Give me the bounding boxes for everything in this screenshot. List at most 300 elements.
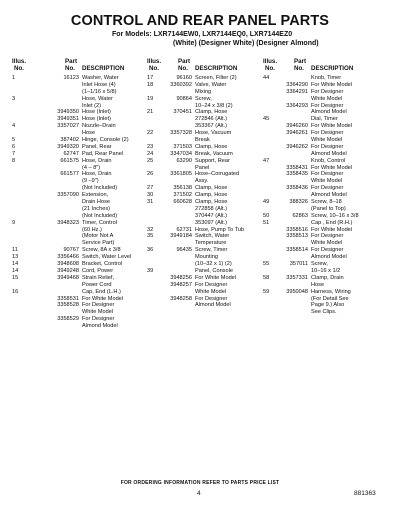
parts-row — [10, 116, 138, 123]
parts-row — [10, 199, 138, 206]
part-number: 96435 — [176, 247, 192, 254]
part-description: For Designer — [311, 185, 344, 192]
description-header: DESCRIPTION — [311, 65, 354, 73]
illus-number: 55 — [263, 261, 270, 268]
parts-row — [262, 213, 390, 220]
parts-row — [262, 89, 390, 96]
part-number: 3949468 — [57, 274, 79, 281]
parts-row — [10, 96, 138, 103]
parts-row — [262, 227, 390, 234]
part-description: Drain Hose — [82, 199, 110, 206]
part-number: 3357328 — [170, 130, 192, 137]
part-number: 3949350 — [57, 109, 79, 116]
illus-no-header: No. — [149, 65, 159, 73]
illus-header: Illus. — [147, 58, 162, 65]
part-description: 272858 (Alt.) — [195, 205, 228, 212]
illus-number: 50 — [263, 212, 270, 219]
illus-number: 4 — [12, 123, 16, 130]
illus-number: 30 — [147, 192, 154, 199]
parts-row — [10, 178, 138, 185]
parts-row — [146, 103, 261, 110]
part-description: 10–16 x 1/2 — [311, 267, 341, 274]
parts-row — [262, 309, 390, 316]
part-description: Almond Model — [195, 302, 231, 309]
parts-row — [10, 103, 138, 110]
part-description: For White Model — [311, 164, 353, 171]
parts-row — [146, 227, 261, 234]
illus-number: 14 — [12, 261, 19, 268]
parts-row — [146, 144, 261, 151]
part-number: 3364290 — [286, 81, 308, 88]
parts-row — [10, 206, 138, 213]
part-description: For Designer — [311, 102, 344, 109]
part-description: Hose, Pump To Tub — [195, 226, 245, 233]
part-description: Service Part) — [82, 240, 115, 247]
part-no-header: No. — [65, 65, 75, 73]
part-number: 661575 — [60, 157, 79, 164]
part-number: 660628 — [173, 199, 192, 206]
part-number: 3949248 — [57, 267, 79, 274]
part-header: Part — [178, 58, 191, 65]
part-number: 357011 — [289, 261, 308, 268]
part-description: Clamp, Hose — [195, 143, 228, 150]
part-description: Screw, — [195, 95, 212, 102]
part-description: For Designer — [82, 302, 115, 309]
parts-row — [146, 206, 261, 213]
part-number: 3364293 — [286, 102, 308, 109]
part-description: Almond Model — [311, 192, 347, 199]
part-description: Switch, Water Level — [82, 254, 132, 261]
part-no-header: No. — [294, 65, 304, 73]
model-list — [112, 31, 319, 48]
parts-row — [146, 192, 261, 199]
illus-number: 17 — [147, 75, 154, 81]
parts-row — [262, 282, 390, 289]
parts-column-3 — [262, 58, 390, 316]
illus-number: 26 — [147, 171, 154, 178]
parts-row — [262, 275, 390, 282]
parts-row — [146, 116, 261, 123]
illus-number: 31 — [147, 199, 154, 206]
parts-row — [10, 220, 138, 227]
parts-row — [146, 261, 261, 268]
parts-row — [10, 275, 138, 282]
illus-header: Illus. — [263, 58, 278, 65]
part-description: 10–24 x 3/8 (2) — [195, 102, 233, 109]
part-description: (60 Hz.) — [82, 226, 102, 233]
part-description: Clamp, Hose — [195, 109, 228, 116]
part-description: White Model — [82, 309, 114, 316]
document-number: 881363 — [354, 490, 376, 497]
part-number: 3948257 — [170, 281, 192, 288]
part-number: 3950048 — [286, 288, 308, 295]
illus-number: 15 — [12, 274, 19, 281]
part-number: 3358531 — [57, 295, 79, 302]
part-description: See Clips. — [311, 309, 337, 316]
part-number: 356138 — [173, 185, 192, 192]
part-description: Panel, Rear — [82, 143, 112, 150]
part-number: 3357090 — [57, 192, 79, 199]
illus-number: 23 — [147, 143, 154, 150]
illus-number: 13 — [12, 254, 19, 261]
parts-row — [146, 158, 261, 165]
part-description: Temperature — [195, 240, 227, 247]
part-description: Break — [195, 137, 210, 144]
parts-row — [10, 296, 138, 303]
parts-row — [262, 296, 390, 303]
part-description: Cap , End (R.H.) — [311, 219, 353, 226]
part-description: Mounting — [195, 254, 219, 261]
parts-row — [146, 75, 261, 82]
part-description: Strain Relief, — [82, 274, 115, 281]
part-description: Cord, Power — [82, 267, 114, 274]
parts-row — [146, 96, 261, 103]
part-description: Page 9.) Also — [311, 302, 345, 309]
parts-row — [10, 158, 138, 165]
part-description: For Designer — [311, 130, 344, 137]
ordering-note: FOR ORDERING INFORMATION REFER TO PARTS PRICE LIST — [120, 480, 280, 486]
part-number: 3358528 — [57, 302, 79, 309]
illus-number: 25 — [147, 157, 154, 164]
parts-row — [262, 109, 390, 116]
part-number: 661577 — [60, 171, 79, 178]
part-description: Hose (Inlet) — [82, 116, 111, 123]
illus-number: 49 — [263, 199, 270, 206]
illus-number: 8 — [12, 157, 16, 164]
parts-row — [262, 233, 390, 240]
part-description: Inlet Hose (4) — [82, 81, 116, 88]
illus-number: 7 — [12, 150, 16, 157]
parts-row — [262, 123, 390, 130]
parts-row — [262, 206, 390, 213]
part-number: 3948258 — [170, 295, 192, 302]
part-description: White Model — [311, 240, 343, 247]
part-description: Timer, Control — [82, 219, 117, 226]
description-header: DESCRIPTION — [195, 65, 238, 73]
parts-row — [262, 171, 390, 178]
illus-number: 32 — [147, 226, 154, 233]
parts-row — [146, 123, 261, 130]
illus-number: 11 — [12, 247, 18, 254]
parts-row — [146, 289, 261, 296]
part-number: 3364291 — [286, 88, 308, 95]
part-number: 3358529 — [57, 316, 79, 323]
parts-row — [146, 247, 261, 254]
part-description: Knob, Control — [311, 157, 346, 164]
parts-row — [146, 151, 261, 158]
column-header — [146, 58, 261, 75]
illus-number: 36 — [147, 247, 154, 254]
parts-row — [262, 103, 390, 110]
part-description: For Designer — [82, 316, 115, 323]
parts-row — [146, 199, 261, 206]
part-description: Hose, Vacuum — [195, 130, 232, 137]
column-header — [10, 58, 138, 75]
parts-row — [262, 192, 390, 199]
parts-row — [10, 323, 138, 330]
part-number: 3360392 — [170, 81, 192, 88]
parts-row — [262, 289, 390, 296]
parts-row — [262, 220, 390, 227]
part-description: For Designer — [311, 247, 344, 254]
part-description: Break, Vacuum — [195, 150, 233, 157]
part-description: Dial, Timer — [311, 116, 338, 123]
parts-row — [10, 240, 138, 247]
parts-row — [10, 109, 138, 116]
parts-row — [262, 137, 390, 144]
part-number: 388326 — [289, 199, 308, 206]
illus-number: 22 — [147, 130, 154, 137]
parts-row — [262, 185, 390, 192]
parts-row — [146, 137, 261, 144]
illus-number: 18 — [147, 81, 154, 88]
illus-number: 16 — [12, 288, 19, 295]
part-number: 3358513 — [286, 233, 308, 240]
part-description: Panel, Console — [195, 267, 233, 274]
parts-row — [10, 130, 138, 137]
part-description: (4 – 8") — [82, 164, 101, 171]
parts-row — [10, 82, 138, 89]
parts-row — [10, 165, 138, 172]
part-description: (Not Included) — [82, 212, 118, 219]
parts-row — [262, 302, 390, 309]
illus-no-header: No. — [265, 65, 275, 73]
parts-row — [262, 116, 390, 123]
description-header: DESCRIPTION — [82, 65, 125, 73]
parts-row — [262, 158, 390, 165]
illus-number: 58 — [263, 274, 270, 281]
illus-number: 47 — [263, 157, 270, 164]
part-number: 3949320 — [57, 143, 79, 150]
part-description: For White Model — [195, 274, 237, 281]
part-description: Screw, 10–16 x 3/8 — [311, 212, 359, 219]
part-description: For Designer — [311, 143, 344, 150]
part-description: Screen, Filter (2) — [195, 75, 237, 81]
parts-row — [262, 268, 390, 275]
illus-number: 14 — [12, 267, 19, 274]
part-description: Harness, Wiring — [311, 288, 351, 295]
illus-number: 21 — [147, 109, 154, 116]
parts-row — [146, 254, 261, 261]
part-description: Almond Model — [311, 150, 347, 157]
part-number: 3358514 — [286, 247, 308, 254]
part-number: 3361805 — [170, 171, 192, 178]
parts-row — [146, 165, 261, 172]
part-description: Screw, — [311, 261, 328, 268]
part-description: (21 Inches) — [82, 205, 110, 212]
part-header: Part — [65, 58, 78, 65]
part-number: 3358435 — [286, 171, 308, 178]
part-description: Hose, Water — [82, 95, 113, 102]
part-description: Hose, Drain — [82, 171, 112, 178]
parts-row — [10, 123, 138, 130]
part-description: Washer, Water — [82, 75, 119, 81]
parts-row — [262, 96, 390, 103]
parts-row — [262, 199, 390, 206]
parts-row — [146, 296, 261, 303]
part-number: 387402 — [60, 137, 79, 144]
part-description: Inlet (2) — [82, 102, 101, 109]
parts-row — [146, 89, 261, 96]
part-description: Hose (Inlet) — [82, 109, 111, 116]
part-number: 90767 — [63, 247, 79, 254]
parts-row — [146, 220, 261, 227]
part-number: 62863 — [292, 212, 308, 219]
parts-row — [262, 82, 390, 89]
parts-row — [10, 89, 138, 96]
parts-row — [146, 302, 261, 309]
parts-row — [10, 302, 138, 309]
part-number: 3358516 — [286, 226, 308, 233]
part-number: 16123 — [63, 75, 79, 81]
part-description: Switch, Water — [195, 233, 230, 240]
part-description: Hose — [311, 281, 325, 288]
parts-row — [10, 213, 138, 220]
part-number: 3358436 — [286, 185, 308, 192]
part-description: Knob, Timer — [311, 75, 342, 81]
parts-row — [10, 268, 138, 275]
part-description: Almond Model — [311, 109, 347, 116]
part-description: (For Detail See — [311, 295, 349, 302]
part-number: 3948323 — [57, 219, 79, 226]
part-description: (Not Included) — [82, 185, 118, 192]
parts-row — [146, 240, 261, 247]
illus-number: 9 — [12, 219, 16, 226]
part-description: (Motor Not A — [82, 233, 114, 240]
part-description: For White Model — [311, 81, 353, 88]
parts-row — [146, 213, 261, 220]
parts-row — [146, 268, 261, 275]
illus-number: 59 — [263, 288, 270, 295]
part-description: For Designer — [195, 295, 228, 302]
part-header: Part — [294, 58, 307, 65]
parts-row — [10, 144, 138, 151]
part-description: Pad, Rear Panel — [82, 150, 124, 157]
part-description: Hinge, Console (2) — [82, 137, 129, 144]
part-description: For Designer — [311, 171, 344, 178]
part-description: Mixing — [195, 88, 212, 95]
parts-row — [146, 185, 261, 192]
page-title: CONTROL AND REAR PANEL PARTS — [70, 13, 330, 29]
parts-column-1 — [10, 58, 138, 330]
part-number: 3946260 — [286, 123, 308, 130]
parts-row — [146, 171, 261, 178]
parts-row — [10, 309, 138, 316]
part-description: Extension, — [82, 192, 109, 199]
part-description: Almond Model — [311, 254, 347, 261]
parts-row — [262, 75, 390, 82]
illus-no-header: No. — [14, 65, 24, 73]
part-description: For Designer — [311, 233, 344, 240]
parts-row — [262, 240, 390, 247]
part-description: Almond Model — [82, 323, 118, 330]
parts-row — [262, 247, 390, 254]
part-number: 96160 — [176, 75, 192, 81]
part-description: 370447 (Alt.) — [195, 212, 228, 219]
parts-row — [146, 233, 261, 240]
illus-number: 44 — [263, 75, 270, 81]
parts-row — [10, 247, 138, 254]
parts-row — [262, 178, 390, 185]
part-description: Cap, End (L.H.) — [82, 288, 121, 295]
parts-row — [10, 171, 138, 178]
illus-number: 3 — [12, 95, 16, 102]
illus-header: Illus. — [12, 58, 27, 65]
parts-row — [146, 178, 261, 185]
part-description: White Model — [311, 137, 343, 144]
illus-number: 39 — [147, 267, 154, 274]
part-number: 3948256 — [170, 274, 192, 281]
part-description: Hose–Corrugated — [195, 171, 240, 178]
parts-row — [146, 109, 261, 116]
part-description: Clamp, Hose — [195, 192, 228, 199]
part-description: Hose — [82, 130, 96, 137]
part-description: Screw, 8A x 3/8 — [82, 247, 121, 254]
parts-row — [262, 165, 390, 172]
part-no-header: No. — [178, 65, 188, 73]
parts-row — [10, 289, 138, 296]
parts-row — [146, 282, 261, 289]
part-description: (9 –9") — [82, 178, 99, 185]
part-number: 3347034 — [170, 150, 192, 157]
parts-row — [10, 261, 138, 268]
part-number: 3946261 — [286, 130, 308, 137]
parts-row — [10, 316, 138, 323]
part-number: 3358431 — [286, 164, 308, 171]
part-description: Valve, Water — [195, 81, 227, 88]
part-description: Nozzle–Drain — [82, 123, 116, 130]
part-number: 3949351 — [57, 116, 79, 123]
parts-row — [262, 144, 390, 151]
illus-number: 27 — [147, 185, 154, 192]
parts-row — [10, 75, 138, 82]
parts-row — [10, 282, 138, 289]
parts-row — [262, 151, 390, 158]
parts-row — [10, 233, 138, 240]
part-description: For White Model — [311, 123, 353, 130]
part-number: 371503 — [173, 143, 192, 150]
part-number: 3357027 — [57, 123, 79, 130]
parts-row — [146, 82, 261, 89]
part-description: For White Model — [311, 226, 353, 233]
column-header — [262, 58, 390, 75]
illus-number: 45 — [263, 116, 270, 123]
parts-row — [146, 130, 261, 137]
part-description: Screw, Timer — [195, 247, 228, 254]
illus-number: 6 — [12, 143, 16, 150]
illus-number: 1 — [12, 75, 16, 81]
part-number: 3949184 — [170, 233, 192, 240]
part-number: 3357331 — [286, 274, 308, 281]
parts-row — [10, 151, 138, 158]
part-description: For Designer — [195, 281, 228, 288]
part-description: 353097 (Alt.) — [195, 219, 228, 226]
part-number: 3946262 — [286, 143, 308, 150]
part-description: White Model — [311, 178, 343, 185]
illus-number: 19 — [147, 95, 154, 102]
part-description: Clamp, Hose — [195, 199, 228, 206]
part-description: Clamp, Drain — [311, 274, 344, 281]
part-description: Support, Rear — [195, 157, 230, 164]
parts-row — [262, 130, 390, 137]
part-description: Clamp, Hose — [195, 185, 228, 192]
part-description: (1–1/16 x 5/8) — [82, 88, 117, 95]
illus-number: 5 — [12, 137, 16, 144]
illus-number: 35 — [147, 233, 154, 240]
parts-column-2 — [146, 58, 261, 309]
part-number: 370451 — [173, 109, 192, 116]
part-number: 90864 — [176, 95, 192, 102]
